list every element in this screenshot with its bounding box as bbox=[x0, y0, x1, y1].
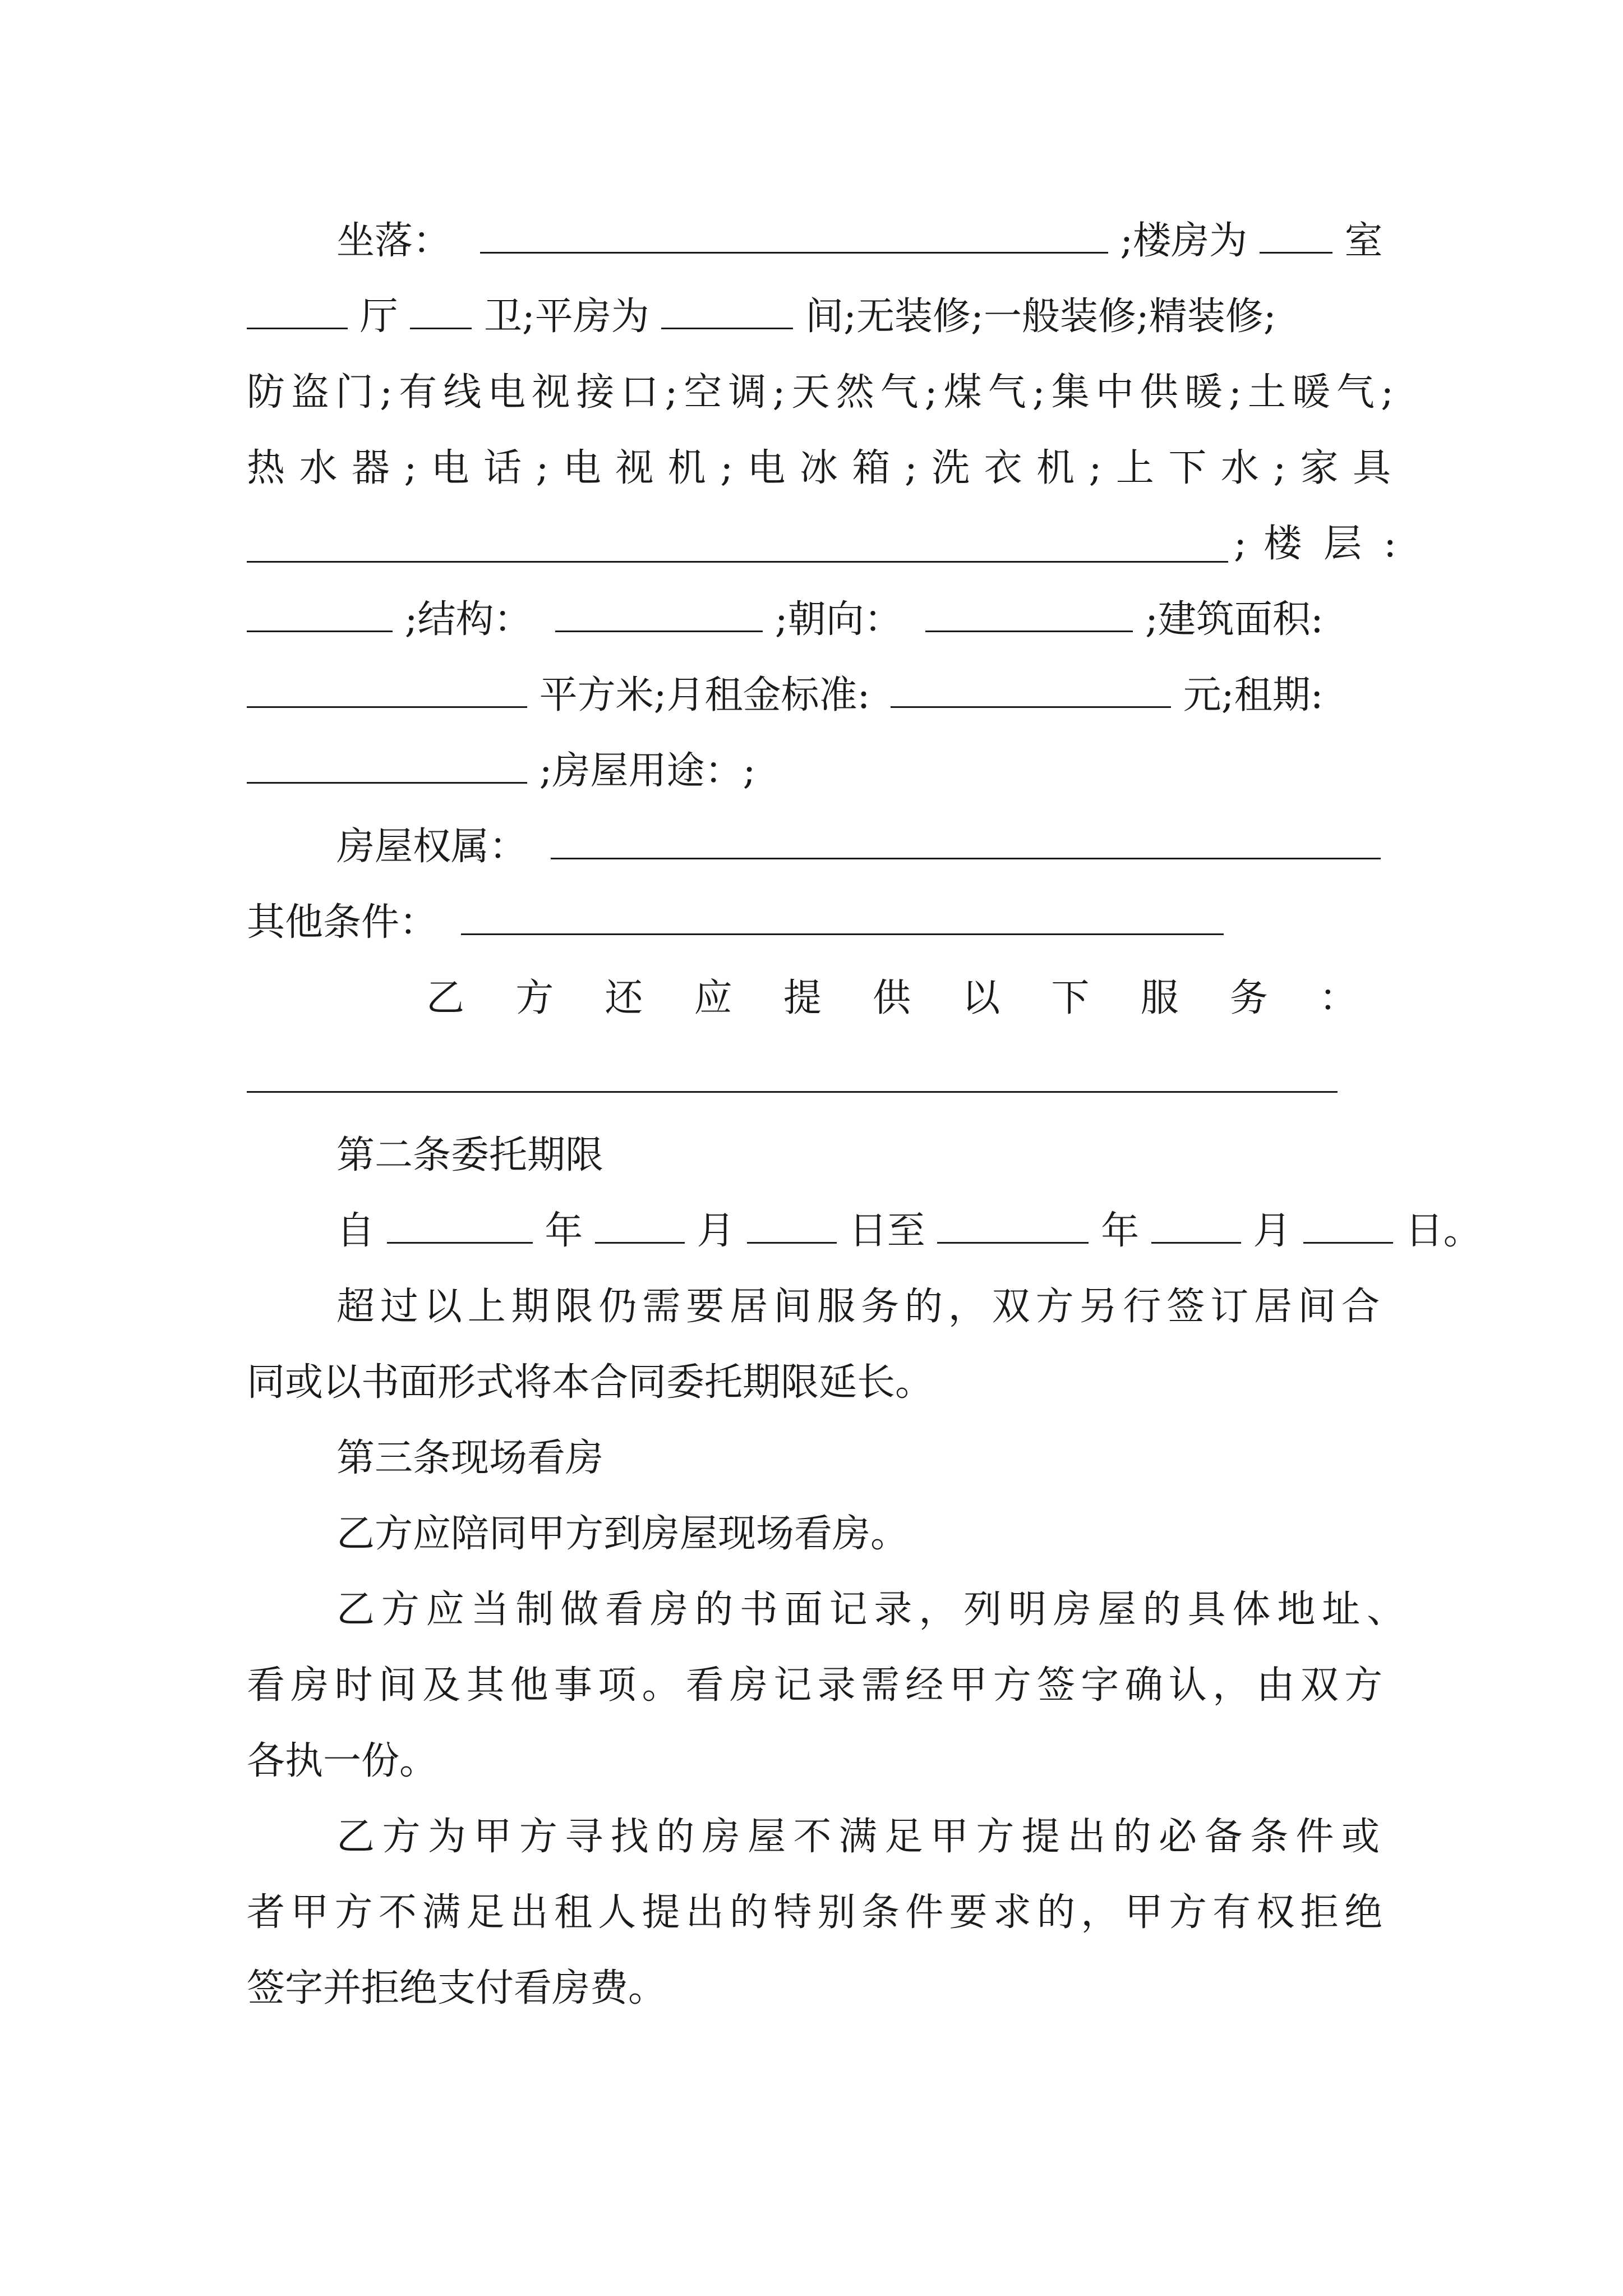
other-label: 其他条件： bbox=[247, 900, 438, 945]
article3-p3-line3: 签字并拒绝支付看房费。 bbox=[247, 1966, 667, 2010]
area-unit: 平方米;月租金标准: bbox=[539, 673, 870, 717]
room-unit: 室 bbox=[1344, 219, 1383, 263]
article3-p3-line2: 者甲方不满足出租人提出的特别条件要求的，甲方有权拒绝 bbox=[247, 1890, 1382, 1935]
rent-line bbox=[247, 668, 1324, 724]
other-conditions-line bbox=[247, 895, 1224, 951]
other-blank[interactable] bbox=[461, 899, 1224, 935]
building-prefix: ;楼房为 bbox=[1120, 219, 1248, 263]
area-blank[interactable] bbox=[247, 672, 527, 708]
structure-line bbox=[247, 592, 1324, 648]
end-year-unit: 年 bbox=[1101, 1209, 1140, 1253]
amenities-line-2: 热水器;电话;电视机;电冰箱;洗衣机;上下水;家具 bbox=[247, 446, 1391, 490]
hall-count-blank[interactable] bbox=[247, 293, 348, 329]
layout-line bbox=[247, 289, 1276, 345]
structure-blank[interactable] bbox=[555, 596, 763, 632]
end-day-unit: 日。 bbox=[1405, 1209, 1482, 1253]
start-day-to: 日至 bbox=[849, 1209, 925, 1253]
rent-blank[interactable] bbox=[891, 672, 1171, 708]
usage-line bbox=[247, 743, 755, 799]
bath-unit: 卫;平房为 bbox=[483, 295, 649, 339]
services-blank[interactable] bbox=[247, 1091, 1338, 1093]
jian-unit: 间;无装修;一般装修;精装修; bbox=[805, 295, 1276, 339]
structure-label: ;结构： bbox=[404, 597, 532, 642]
article2-title: 第二条委托期限 bbox=[336, 1133, 604, 1177]
article3-p2-line3: 各执一份。 bbox=[247, 1739, 438, 1783]
ownership-blank[interactable] bbox=[551, 823, 1381, 859]
period-from: 自 bbox=[336, 1209, 375, 1253]
period-line bbox=[336, 1203, 1482, 1259]
ownership-line bbox=[336, 819, 1381, 875]
amenities-line-1: 防盗门;有线电视接口;空调;天然气;煤气;集中供暖;土暖气; bbox=[247, 370, 1394, 415]
floor-blank[interactable] bbox=[247, 596, 393, 632]
bungalow-count-blank[interactable] bbox=[661, 293, 793, 329]
location-line bbox=[336, 213, 1382, 269]
ownership-label: 房屋权属： bbox=[336, 825, 528, 869]
start-month-blank[interactable] bbox=[595, 1208, 685, 1244]
extend-line-1: 超过以上期限仍需要居间服务的，双方另行签订居间合 bbox=[336, 1285, 1380, 1329]
start-day-blank[interactable] bbox=[747, 1208, 837, 1244]
room-count-blank[interactable] bbox=[1260, 218, 1332, 254]
end-year-blank[interactable] bbox=[937, 1208, 1089, 1244]
article3-p3-line1: 乙方为甲方寻找的房屋不满足甲方提出的必备条件或 bbox=[336, 1815, 1380, 1859]
start-month-unit: 月 bbox=[697, 1209, 735, 1253]
start-year-blank[interactable] bbox=[387, 1208, 533, 1244]
hall-unit: 厅 bbox=[359, 295, 398, 339]
usage-label: ;房屋用途：; bbox=[539, 749, 756, 793]
article3-p2-line1: 乙方应当制做看房的书面记录，列明房屋的具体地址、 bbox=[336, 1588, 1405, 1632]
rent-unit: 元;租期: bbox=[1183, 673, 1324, 717]
article3-p2-line2: 看房时间及其他事项。看房记录需经甲方签字确认，由双方 bbox=[247, 1663, 1382, 1708]
location-blank[interactable] bbox=[480, 218, 1108, 254]
end-day-blank[interactable] bbox=[1303, 1208, 1393, 1244]
furniture-blank[interactable] bbox=[247, 561, 1228, 563]
start-year-unit: 年 bbox=[545, 1209, 583, 1253]
end-month-blank[interactable] bbox=[1151, 1208, 1241, 1244]
bath-count-blank[interactable] bbox=[410, 293, 472, 329]
services-intro: 乙方还应提供以下服务： bbox=[426, 976, 1357, 1020]
lease-term-blank[interactable] bbox=[247, 748, 527, 784]
orientation-blank[interactable] bbox=[925, 596, 1133, 632]
orientation-label: ;朝向： bbox=[774, 597, 902, 642]
article3-title: 第三条现场看房 bbox=[336, 1436, 604, 1480]
area-label: ;建筑面积: bbox=[1145, 597, 1324, 642]
end-month-unit: 月 bbox=[1253, 1209, 1292, 1253]
location-label: 坐落： bbox=[336, 219, 451, 263]
extend-line-2: 同或以书面形式将本合同委托期限延长。 bbox=[247, 1360, 934, 1405]
article3-p1: 乙方应陪同甲方到房屋现场看房。 bbox=[336, 1512, 909, 1556]
floor-label: ; 楼 层 : bbox=[1234, 522, 1396, 566]
